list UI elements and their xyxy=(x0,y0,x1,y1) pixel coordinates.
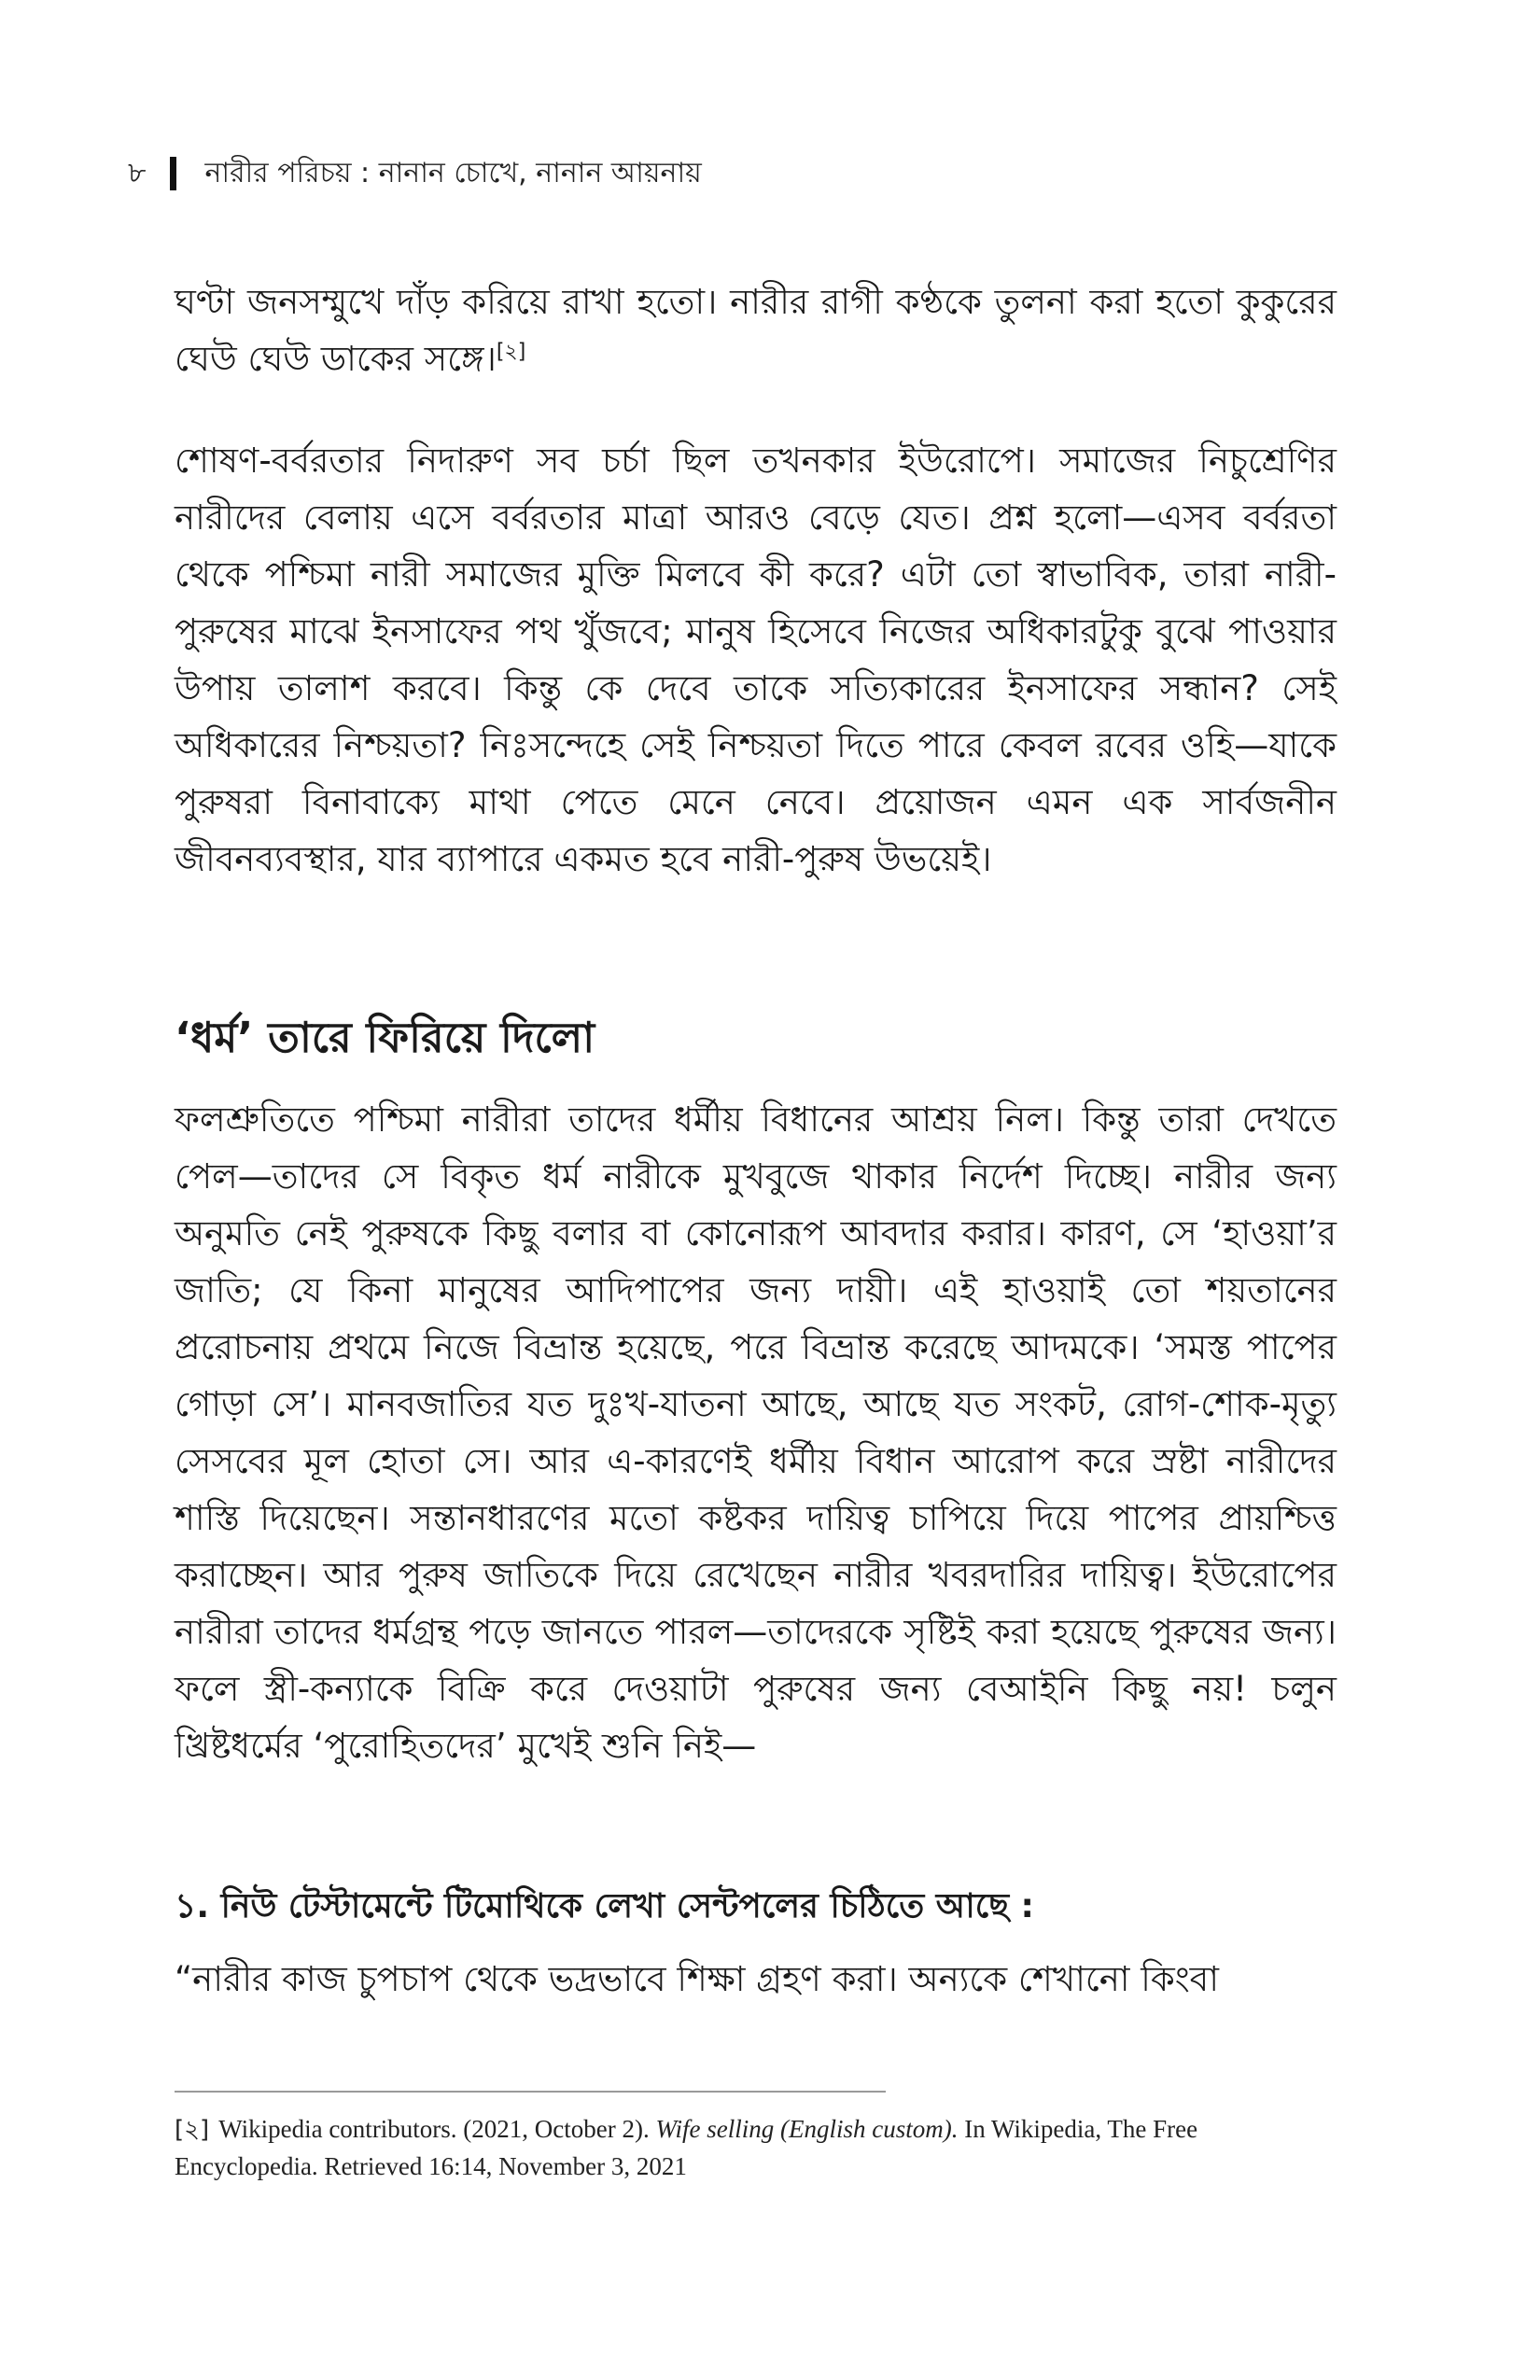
footnote xyxy=(175,2111,1337,2185)
running-head xyxy=(128,153,702,194)
page-number: ৮ xyxy=(128,156,147,189)
footnote-text-before: Wikipedia contributors. (2021, October 2). xyxy=(218,2115,656,2143)
footnote-text-after: In Wikipedia, The Free Encyclopedia. Retrieved 16:14, November 3, 2021 xyxy=(175,2115,1198,2180)
footnote-italic-title: Wife selling (English custom). xyxy=(655,2115,959,2143)
paragraph-4-quote: “নারীর কাজ চুপচাপ থেকে ভদ্রভাবে শিক্ষা গ্রহণ করা। অন্যকে শেখানো কিংবা xyxy=(175,1959,1219,1999)
paragraph-3: ফলশ্রুতিতে পশ্চিমা নারীরা তাদের ধর্মীয় বিধানের আশ্রয় নিল। কিন্তু তারা দেখতে পেল—তাদের সে বিকৃত ধর্ম নারীকে মুখবুজে থাকার নির্দেশ দিচ্ছে। নারীর জন্য অনুমতি নেই পুরুষকে কিছু বলার বা কোনোরূপ আবদার করার। কারণ, সে ‘হাওয়া’র জাতি; যে কিনা মানুষের আদিপাপের জন্য দায়ী। এই হাওয়াই তো শয়তানের প্ররোচনায় প্রথমে নিজে বিভ্রান্ত হয়েছে, পরে বিভ্রান্ত করেছে আদমকে। ‘সমস্ত পাপের গোড়া সে’। মানবজাতির যত দুঃখ-যাতনা আছে, আছে যত সংকট, রোগ-শোক-মৃত্যু সেসবের মূল হোতা সে। আর এ-কারণেই ধর্মীয় বিধান আরোপ করে স্রষ্টা নারীদের শাস্তি দিয়েছেন। সন্তানধারণের মতো কষ্টকর দায়িত্ব চাপিয়ে দিয়ে পাপের প্রায়শ্চিত্ত করাচ্ছেন। আর পুরুষ জাতিকে দিয়ে রেখেছেন নারীর খবরদারির দায়িত্ব। ইউরোপের নারীরা তাদের ধর্মগ্রন্থ পড়ে জানতে পারল—তাদেরকে সৃষ্টিই করা হয়েছে পুরুষের জন্য। ফলে স্ত্রী-কন্যাকে বিক্রি করে দেওয়াটা পুরুষের জন্য বেআইনি কিছু নয়! চলুন খ্রিষ্টধর্মের ‘পুরোহিতদের’ মুখেই শুনি নিই— xyxy=(175,1099,1337,1766)
section-heading: ‘ধর্ম’ তারে ফিরিয়ে দিলো xyxy=(175,1013,595,1062)
running-head-title: নারীর পরিচয় : নানান চোখে, নানান আয়নায় xyxy=(204,156,702,189)
paragraph-2: শোষণ-বর্বরতার নিদারুণ সব চর্চা ছিল তখনকার ইউরোপে। সমাজের নিচুশ্রেণির নারীদের বেলায় এসে বর্বরতার মাত্রা আরও বেড়ে যেত। প্রশ্ন হলো—এসব বর্বরতা থেকে পশ্চিমা নারী সমাজের মুক্তি মিলবে কী করে? এটা তো স্বাভাবিক, তারা নারী-পুরুষের মাঝে ইনসাফের পথ খুঁজবে; মানুষ হিসেবে নিজের অধিকারটুকু বুঝে পাওয়ার উপায় তালাশ করবে। কিন্তু কে দেবে তাকে সত্যিকারের ইনসাফের সন্ধান? সেই অধিকারের নিশ্চয়তা? নিঃসন্দেহে সেই নিশ্চয়তা দিতে পারে কেবল রবের ওহি—যাকে পুরুষরা বিনাবাক্যে মাথা পেতে মেনে নেবে। প্রয়োজন এমন এক সার্বজনীন জীবনব্যবস্থার, যার ব্যাপারে একমত হবে নারী-পুরুষ উভয়েই। xyxy=(175,441,1337,879)
footnote-reference[interactable]: [২] xyxy=(496,340,526,364)
header-separator-bar xyxy=(170,157,176,190)
numbered-subheading: ১. নিউ টেস্টামেন্টে টিমোথিকে লেখা সেন্টপলের চিঠিতে আছে : xyxy=(175,1887,1034,1925)
paragraph-1-text: ঘণ্টা জনসম্মুখে দাঁড় করিয়ে রাখা হতো। নারীর রাগী কণ্ঠকে তুলনা করা হতো কুকুরের ঘেউ ঘেউ ডাকের সঙ্গে। xyxy=(175,282,1337,379)
footnote-marker: [২] xyxy=(175,2116,210,2144)
footnote-divider xyxy=(175,2091,886,2093)
paragraph-1 xyxy=(175,273,1337,387)
